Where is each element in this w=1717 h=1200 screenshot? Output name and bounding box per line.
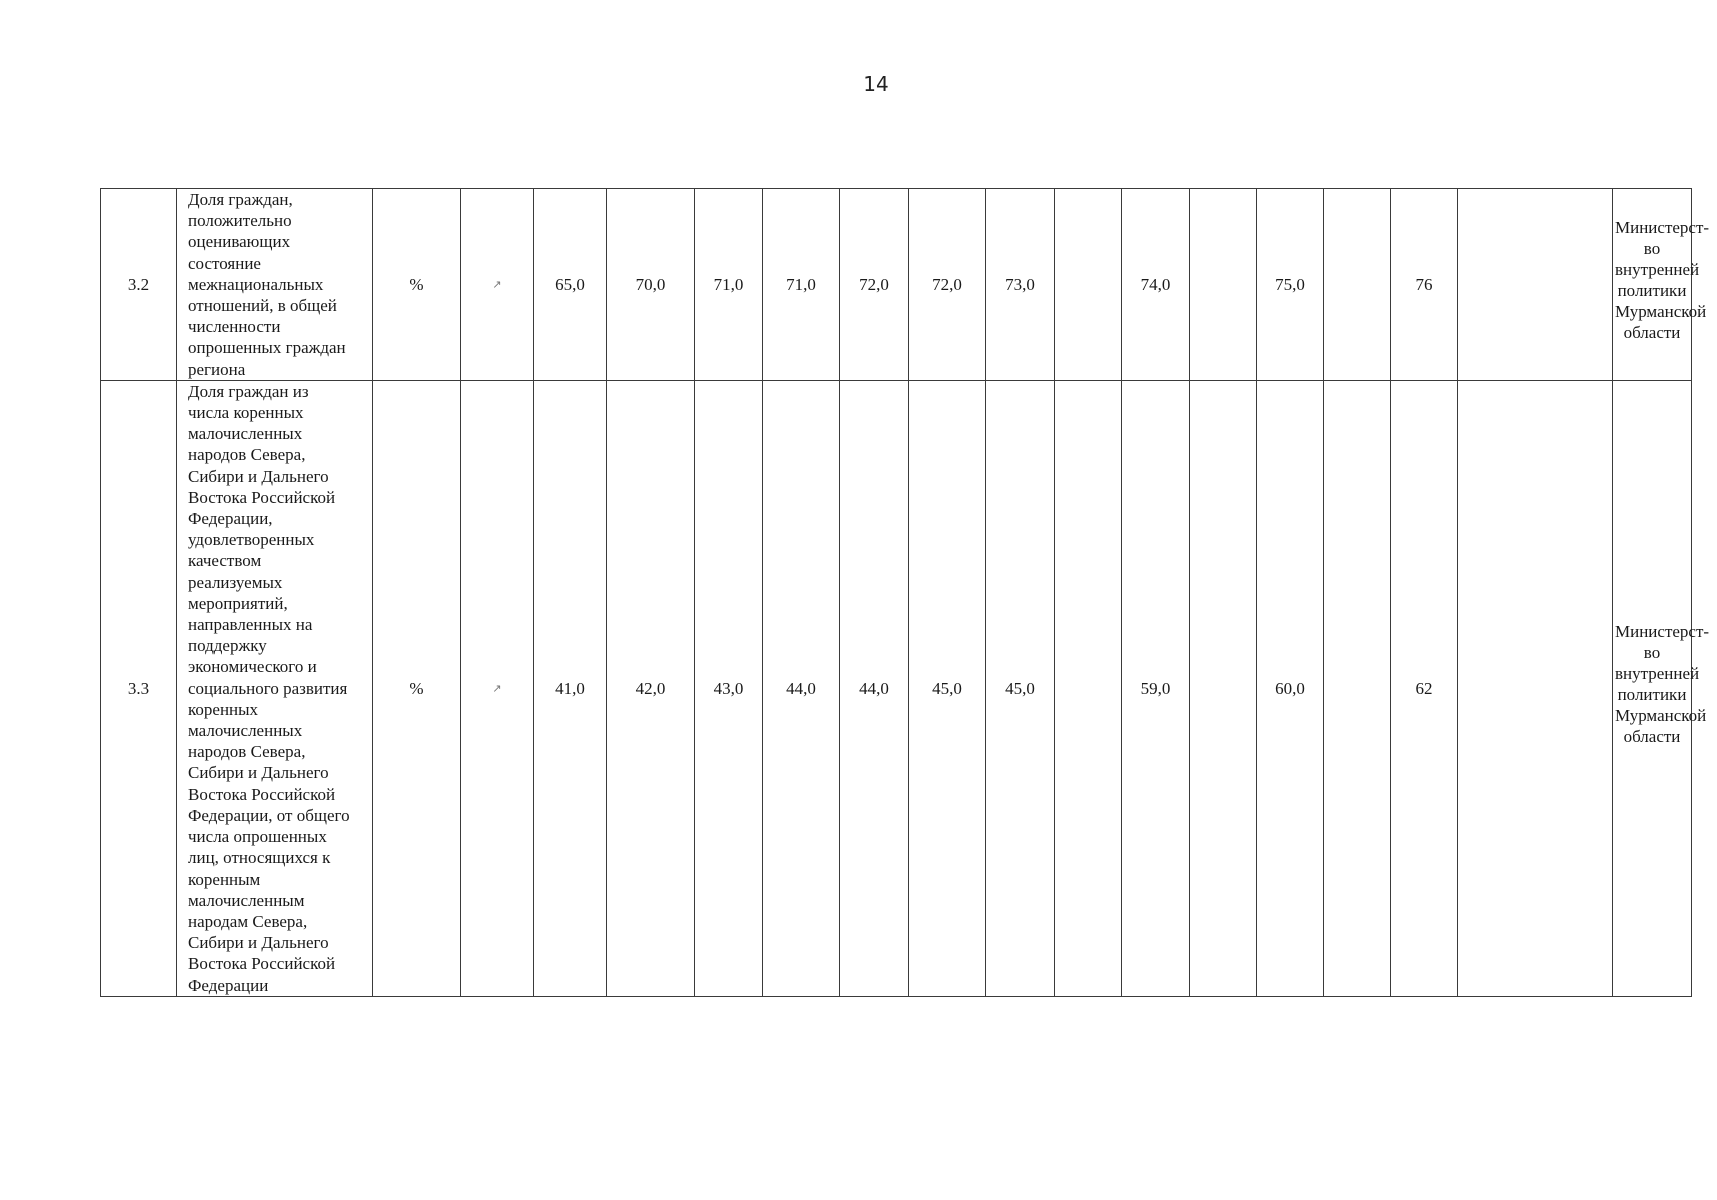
indicator-name-line: оценивающих xyxy=(188,232,291,252)
value-cell: 45,0 xyxy=(986,380,1055,996)
value-cell: 76 xyxy=(1391,189,1458,381)
indicator-name-line: коренных xyxy=(188,699,259,719)
responsible-line: политики xyxy=(1617,684,1687,704)
indicator-name-line: Федерации, от общего xyxy=(188,805,350,825)
responsible-line: во xyxy=(1643,642,1661,662)
trend-cell xyxy=(461,380,534,996)
page-number: 14 xyxy=(863,72,889,96)
value-cell xyxy=(1055,189,1122,381)
table-row xyxy=(101,189,1692,381)
value-cell: 43,0 xyxy=(695,380,763,996)
indicator-name-line: Востока Российской xyxy=(188,784,336,804)
value-cell: 72,0 xyxy=(909,189,986,381)
responsible-line: политики xyxy=(1617,281,1687,300)
indicator-name-cell xyxy=(177,380,373,996)
row-number-cell: 3.2 xyxy=(101,189,177,381)
indicator-name-line: малочисленных xyxy=(188,721,303,741)
indicator-name-line: состояние xyxy=(188,253,261,273)
value-cell: 44,0 xyxy=(763,380,840,996)
value-cell xyxy=(1458,380,1613,996)
value-cell: 41,0 xyxy=(534,380,607,996)
responsible-cell xyxy=(1613,189,1710,381)
value-cell: 60,0 xyxy=(1257,380,1324,996)
responsible-line: области xyxy=(1623,323,1681,342)
indicator-name-line: малочисленным xyxy=(188,890,305,910)
indicator-name-line: народов Севера, xyxy=(188,742,306,762)
value-cell xyxy=(1190,380,1257,996)
indicator-name-line: положительно xyxy=(188,211,292,231)
indicator-name-line: народам Севера, xyxy=(188,911,308,931)
responsible-line: внутренней xyxy=(1615,663,1700,683)
indicator-name-line: удовлетворенных xyxy=(188,530,315,550)
responsible-line: области xyxy=(1623,726,1681,746)
indicators-table xyxy=(100,188,1710,997)
value-cell: 44,0 xyxy=(840,380,909,996)
unit-cell: % xyxy=(373,380,461,996)
value-cell: 45,0 xyxy=(909,380,986,996)
value-cell: 75,0 xyxy=(1257,189,1324,381)
value-cell: 73,0 xyxy=(986,189,1055,381)
responsible-line: Мурманской xyxy=(1615,302,1707,321)
value-cell: 71,0 xyxy=(695,189,763,381)
value-cell xyxy=(1324,189,1391,381)
unit-cell: % xyxy=(373,189,461,381)
indicator-name-line: Сибири и Дальнего xyxy=(188,933,329,953)
indicator-name-line: поддержку xyxy=(188,636,267,656)
indicator-name-line: малочисленных xyxy=(188,424,303,444)
value-cell xyxy=(1324,380,1391,996)
value-cell: 59,0 xyxy=(1122,380,1190,996)
value-cell: 42,0 xyxy=(607,380,695,996)
indicator-name-line: направленных на xyxy=(188,615,313,635)
value-cell: 70,0 xyxy=(607,189,695,381)
indicator-name-line: Сибири и Дальнего xyxy=(188,763,329,783)
responsible-line: Министерст- xyxy=(1615,621,1710,641)
indicator-name-line: Федерации xyxy=(188,975,269,995)
trend-arrow-icon: ↗ xyxy=(492,279,502,292)
responsible-cell xyxy=(1613,380,1710,996)
indicator-name-line: Доля граждан из xyxy=(188,381,309,401)
indicator-name-line: народов Севера, xyxy=(188,445,306,465)
responsible-line: во xyxy=(1643,239,1661,258)
responsible-line: внутренней xyxy=(1615,260,1700,279)
trend-cell xyxy=(461,189,534,381)
indicator-name-line: Сибири и Дальнего xyxy=(188,466,329,486)
indicator-name-line: опрошенных граждан xyxy=(188,338,346,358)
indicator-name-line: Востока Российской xyxy=(188,487,336,507)
indicator-name-line: межнациональных xyxy=(188,274,324,294)
indicator-name-line: численности xyxy=(188,317,281,337)
indicator-name-line: лиц, относящихся к xyxy=(188,848,331,868)
value-cell xyxy=(1055,380,1122,996)
trend-arrow-icon: ↗ xyxy=(492,683,502,696)
table-row xyxy=(101,380,1692,996)
indicator-name-line: Доля граждан, xyxy=(188,190,293,209)
indicator-name-line: коренным xyxy=(188,869,261,889)
responsible-line: Министерст- xyxy=(1615,218,1710,237)
indicator-name-line: региона xyxy=(188,359,246,379)
indicator-name-line: социального развития xyxy=(188,678,348,698)
value-cell: 74,0 xyxy=(1122,189,1190,381)
value-cell: 65,0 xyxy=(534,189,607,381)
value-cell xyxy=(1458,189,1613,381)
row-number-cell: 3.3 xyxy=(101,380,177,996)
indicator-name-line: Федерации, xyxy=(188,509,273,529)
indicator-name-line: экономического и xyxy=(188,657,317,677)
responsible-line: Мурманской xyxy=(1615,705,1707,725)
indicator-name-line: реализуемых xyxy=(188,572,283,592)
indicator-name-line: Востока Российской xyxy=(188,954,336,974)
indicator-name-line: мероприятий, xyxy=(188,593,288,613)
indicator-name-line: отношений, в общей xyxy=(188,296,337,316)
indicator-name-cell xyxy=(177,189,373,381)
value-cell: 71,0 xyxy=(763,189,840,381)
indicator-name-line: качеством xyxy=(188,551,262,571)
value-cell: 72,0 xyxy=(840,189,909,381)
value-cell xyxy=(1190,189,1257,381)
indicator-name-line: числа коренных xyxy=(188,403,304,423)
indicator-name-line: числа опрошенных xyxy=(188,827,327,847)
value-cell: 62 xyxy=(1391,380,1458,996)
